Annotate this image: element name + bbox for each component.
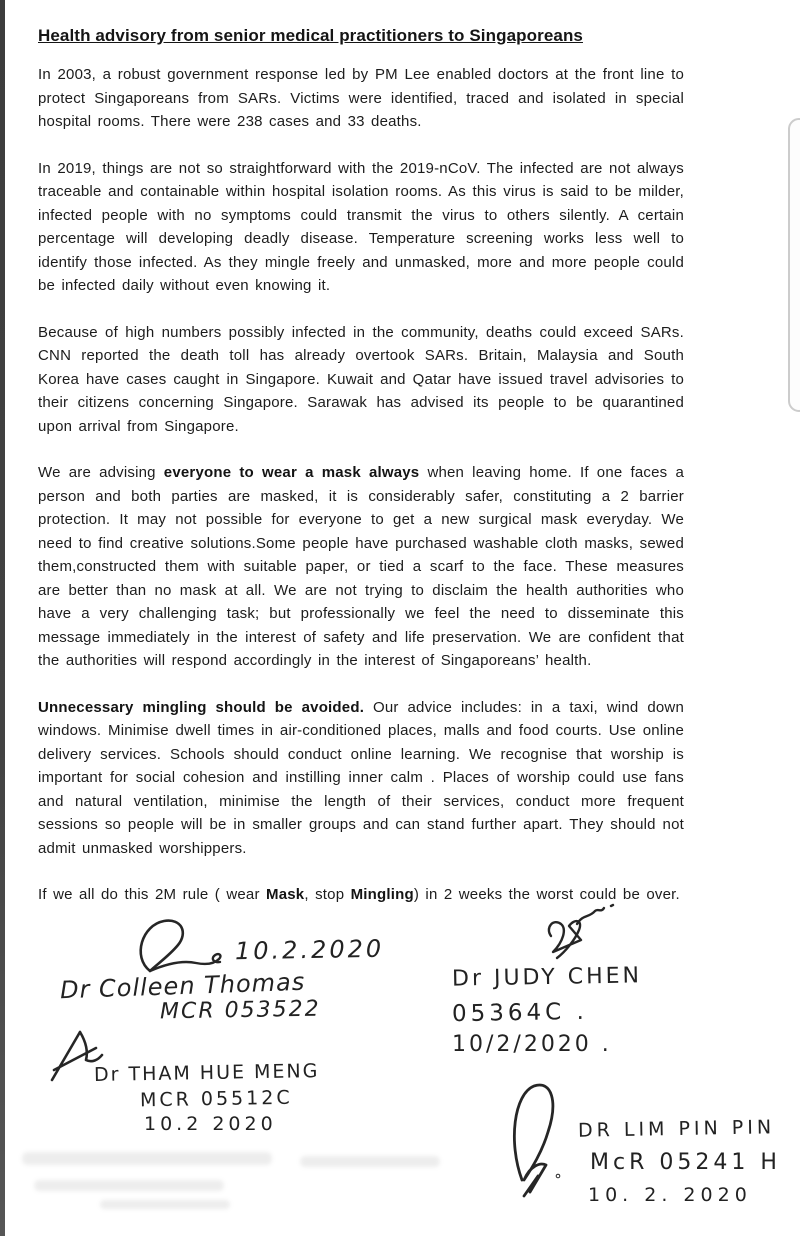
scrollbar-thumb[interactable] — [788, 118, 800, 412]
signature-stroke-lim — [500, 1080, 580, 1200]
body-text: , stop — [304, 886, 351, 903]
letter-body — [38, 26, 684, 930]
signature-name-lim: DR LIM PIN PIN — [577, 1116, 776, 1142]
signature-date-tham: 10.2 2020 — [144, 1113, 277, 1135]
ink-bleed-mark — [300, 1156, 440, 1167]
signature-name-tham: Dr THAM HUE MENG — [93, 1060, 320, 1086]
ink-bleed-mark — [22, 1152, 272, 1165]
letter-title: Health advisory from senior medical practitioners to Singaporeans — [38, 26, 583, 45]
body-text: In 2003, a robust government response led by PM Lee enabled doctors at the front line to protect Singaporeans from SARs. Victims were identified, traced and isolated in special hospital rooms. There were 238 cases and 33 deaths. — [38, 66, 684, 130]
signature-reg-judy: 05364C . — [451, 998, 589, 1028]
signature-date-lim: 10. 2. 2020 — [588, 1184, 752, 1206]
paragraph — [38, 321, 684, 439]
signature-reg-lim: McR 05241 H — [590, 1150, 781, 1175]
signature-date-colleen: 10.2.2020 — [234, 934, 385, 966]
body-text: In 2019, things are not so straightforward with the 2019-nCoV. The infected are not always traceable and containable within hospital isolation rooms. As this virus is said to be milder, infected people with no symptoms could transmit the virus to others silently. A certain percentage will developing deadly disease. Temperature screening works less well to identify those infected. As they mingle freely and unmasked, more and more people could be infected daily without even knowing it. — [38, 159, 684, 294]
ink-bleed-mark — [100, 1200, 230, 1209]
paragraph — [38, 63, 684, 134]
paragraph — [38, 461, 684, 673]
body-text: We are advising — [38, 464, 164, 481]
ink-bleed-mark — [34, 1180, 224, 1191]
body-text: ) in 2 weeks the worst could be over. — [413, 886, 680, 903]
bold-text: everyone to wear a mask always — [163, 464, 420, 481]
signature-date-judy: 10/2/2020 . — [452, 1032, 612, 1057]
signature-reg-colleen: MCR 053522 — [159, 996, 321, 1025]
bold-text: Unnecessary mingling should be avoided. — [38, 698, 365, 716]
letter-paragraphs — [38, 63, 684, 907]
signature-name-judy: Dr JUDY CHEN — [451, 963, 643, 992]
body-text: If we all do this 2M rule ( wear — [38, 886, 267, 903]
signature-name-colleen: Dr Colleen Thomas — [59, 967, 306, 1005]
paragraph — [38, 696, 684, 861]
body-text: Our advice includes: in a taxi, wind down windows. Minimise dwell times in air-conditioned places, malls and food courts. Use online delivery services. Schools should conduct online learning. We recognise that worship is important for social cohesion and instilling inner calm . Places of worship could use fans and natural ventilation, minimise the length of their services, conduct more frequent sessions so people will be in smaller groups and can stand further apart. They should not admit unmasked worshippers. — [38, 698, 684, 857]
body-text: Because of high numbers possibly infected in the community, deaths could exceed SARs. CNN reported the death toll has already overtook SARs. Britain, Malaysia and South Korea have cases caught in Singapore. Kuwait and Qatar have issued travel advisories to their citizens concerning Singapore. Sarawak has advised its people to be quarantined upon arrival from Singapore. — [38, 323, 684, 435]
paragraph — [38, 157, 684, 298]
bold-text: Mask — [266, 886, 305, 903]
bold-text: Mingling — [350, 886, 414, 903]
signature-stroke-judy — [525, 902, 635, 966]
page-edge-shadow — [0, 0, 5, 1236]
signature-reg-tham: MCR 05512C — [139, 1086, 293, 1112]
signature-stroke-colleen — [122, 915, 242, 977]
body-text: when leaving home. If one faces a person and both parties are masked, it is considerably safer, constituting a 2 barrier protection. It may not possible for everyone to get a new surgical mask everyday. We need to find creative solutions.Some people have purchased washable cloth masks, sewed them,constructed them with suitable paper, or tied a scarf to the face. These measures are better than no mask at all. We are not trying to disclaim the health authorities who have a very challenging task; but professionally we feel the need to disseminate this message immediately in the interest of safety and life preservation. We are confident that the authorities will respond accordingly in the interest of Singaporeans’ health. — [38, 464, 684, 669]
